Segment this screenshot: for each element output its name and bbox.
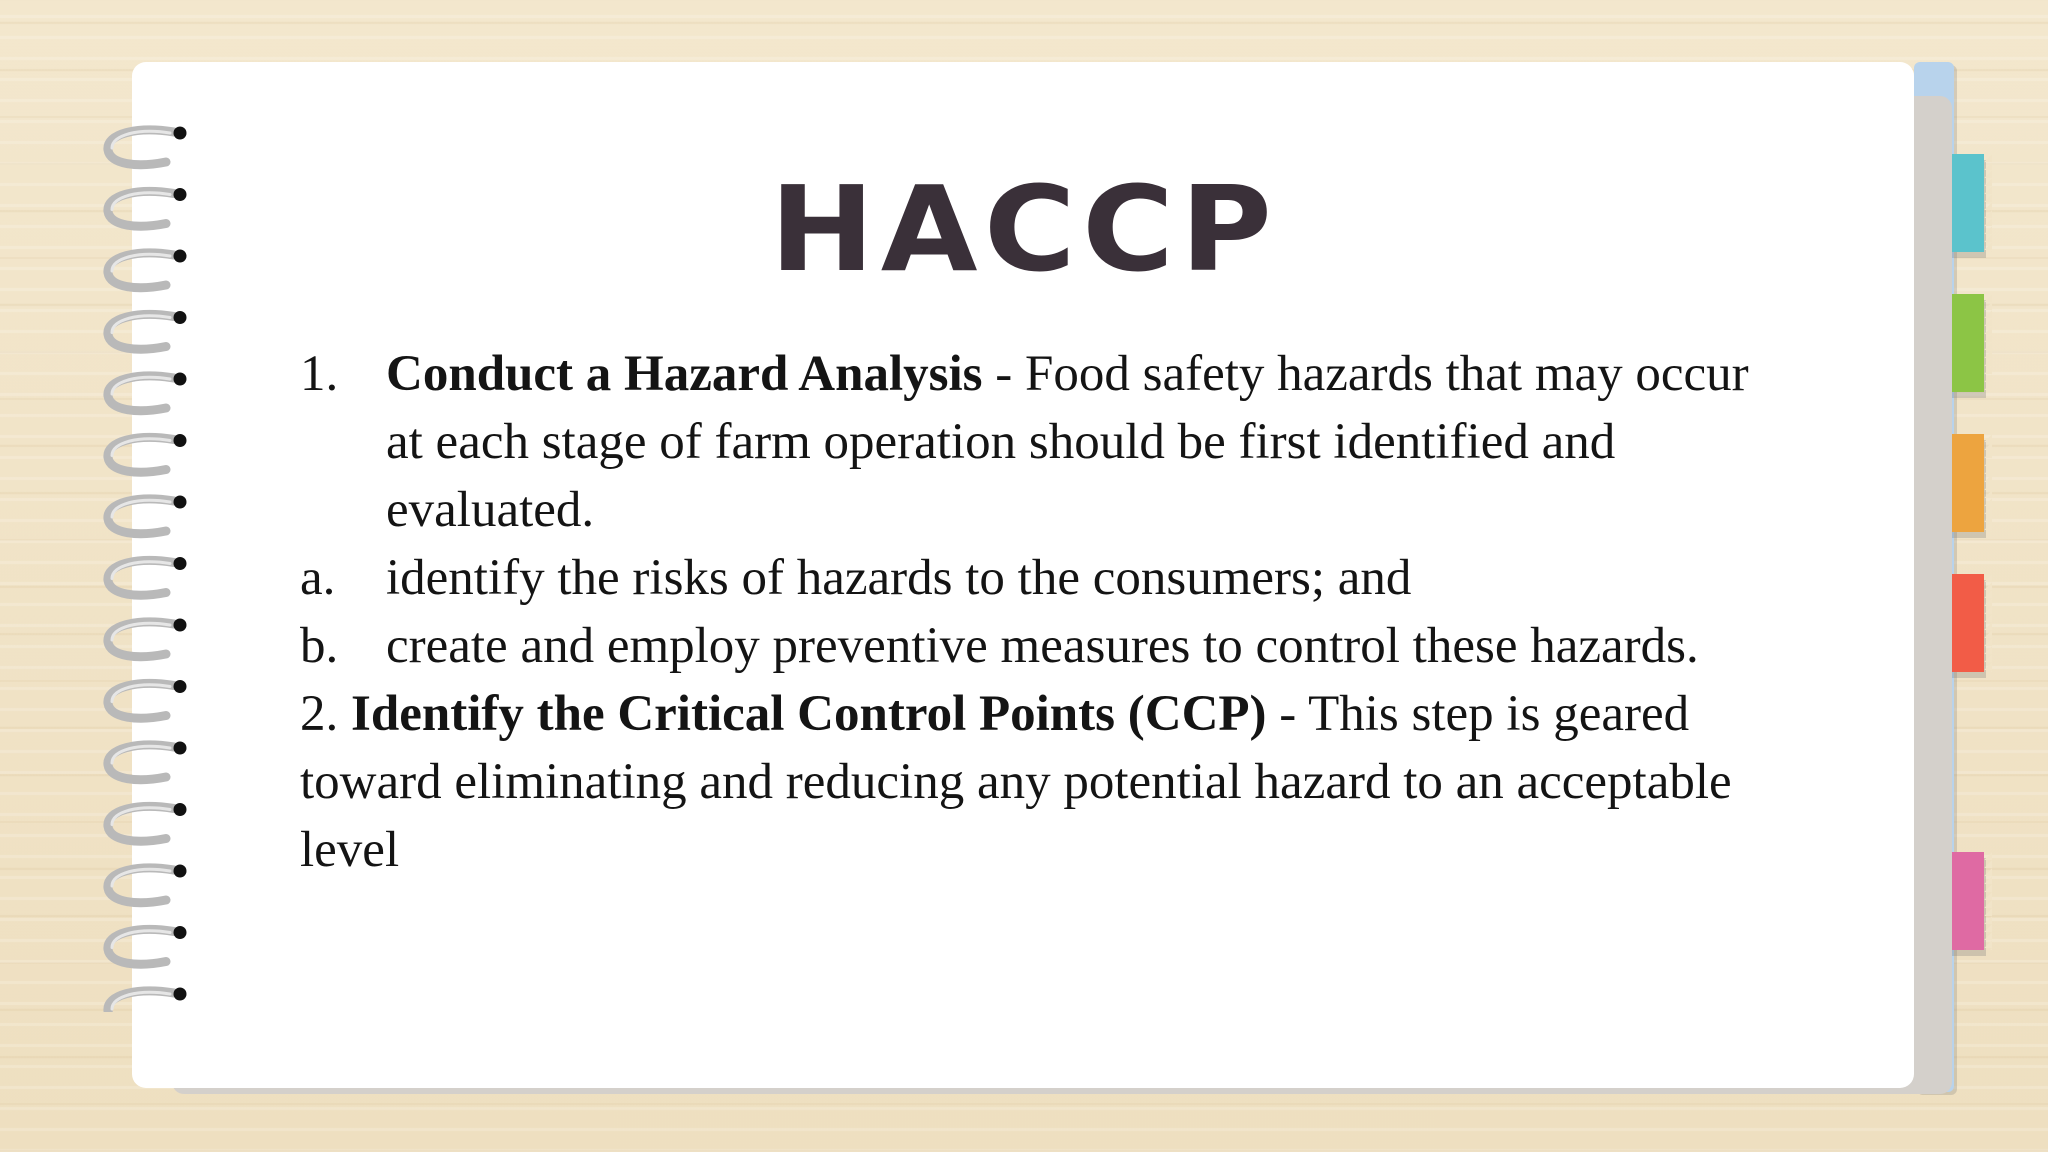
spiral-ring-icon [108, 311, 187, 349]
spiral-ring-icon [108, 434, 187, 472]
subitem-b-marker: b. [300, 618, 339, 674]
step-1-heading: Conduct a Hazard Analysis [386, 346, 983, 402]
slide-content [300, 340, 1770, 884]
subitem-a-text: identify the risks of hazards to the consumers; and [386, 550, 1412, 606]
step-1 [300, 340, 1770, 544]
step-1-number: 1. [300, 346, 339, 402]
spiral-ring-icon [108, 557, 187, 595]
spiral-ring-icon [108, 619, 187, 657]
step-1-text: - Food safety hazards that may occur at each stage of farm operation should be first identified and evaluated. [386, 346, 1749, 538]
subitem-a-marker: a. [300, 550, 336, 606]
subitem-a [300, 544, 1770, 612]
spiral-ring-icon [108, 496, 187, 534]
spiral-ring-icon [108, 803, 187, 841]
spiral-ring-icon [108, 988, 187, 1013]
spiral-ring-icon [108, 926, 187, 964]
step-2-text: - This step is geared toward eliminating and reducing any potential hazard to an acceptable level [300, 686, 1732, 878]
spiral-ring-icon [108, 742, 187, 780]
subitem-b-text: create and employ preventive measures to control these hazards. [386, 618, 1699, 674]
step-2-heading: Identify the Critical Control Points (CCP) [351, 686, 1267, 742]
subitem-b [300, 612, 1770, 680]
spiral-ring-icon [108, 680, 187, 718]
step-2-number: 2. [300, 686, 351, 742]
spiral-ring-icon [108, 865, 187, 903]
step-2 [300, 680, 1770, 884]
spiral-ring-icon [108, 127, 187, 165]
step-1-body [386, 340, 1770, 544]
page-title: HACCP [769, 160, 1279, 298]
spiral-ring-icon [108, 373, 187, 411]
